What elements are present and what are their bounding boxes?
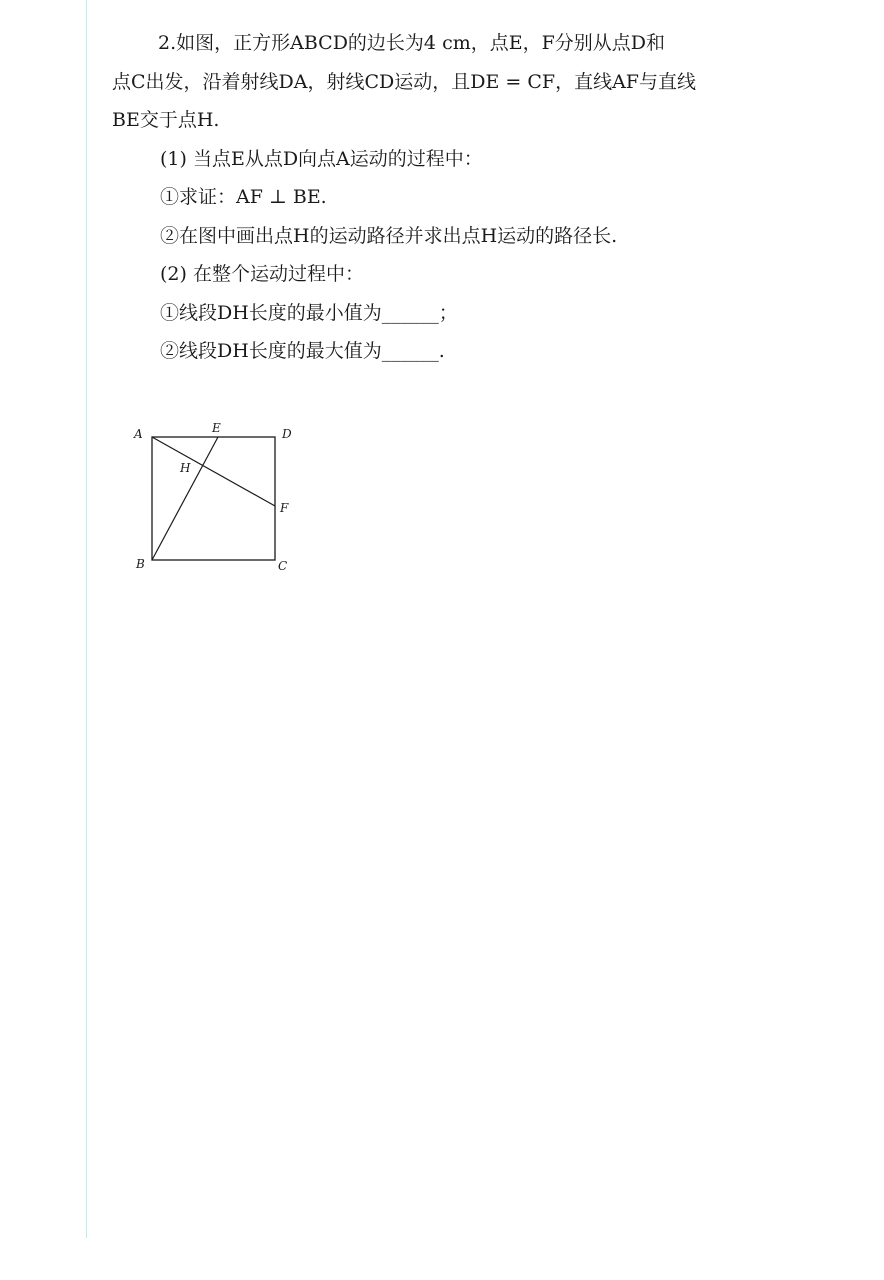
page-margin-rule [86, 0, 87, 1238]
label-f: F [280, 501, 289, 515]
label-c: C [278, 559, 288, 573]
part-2-question-2: ②线段DH长度的最大值为______. [160, 340, 445, 362]
square-abcd [152, 437, 275, 560]
geometry-figure [120, 410, 320, 585]
part-2-heading: (2) 在整个运动过程中： [160, 263, 364, 285]
problem-line-1: 2.如图，正方形ABCD的边长为4 cm，点E，F分别从点D和 [158, 32, 666, 54]
problem-line-2: 点C出发，沿着射线DA，射线CD运动，且DE = CF，直线AF与直线 [112, 70, 696, 93]
part-2-question-1: ①线段DH长度的最小值为______； [160, 301, 458, 324]
part-1-question-1: ①求证：AF ⊥ BE. [160, 186, 327, 208]
part-1-heading: (1) 当点E从点D向点A运动的过程中： [160, 147, 483, 170]
problem-text [112, 24, 752, 371]
label-b: B [136, 557, 145, 571]
label-d: D [282, 427, 292, 441]
label-h: H [180, 461, 191, 475]
label-e: E [212, 421, 221, 435]
line-af [152, 437, 275, 506]
label-a: A [134, 427, 143, 441]
problem-line-3: BE交于点H. [112, 109, 220, 131]
part-1-question-2: ②在图中画出点H的运动路径并求出点H运动的路径长. [160, 224, 618, 247]
